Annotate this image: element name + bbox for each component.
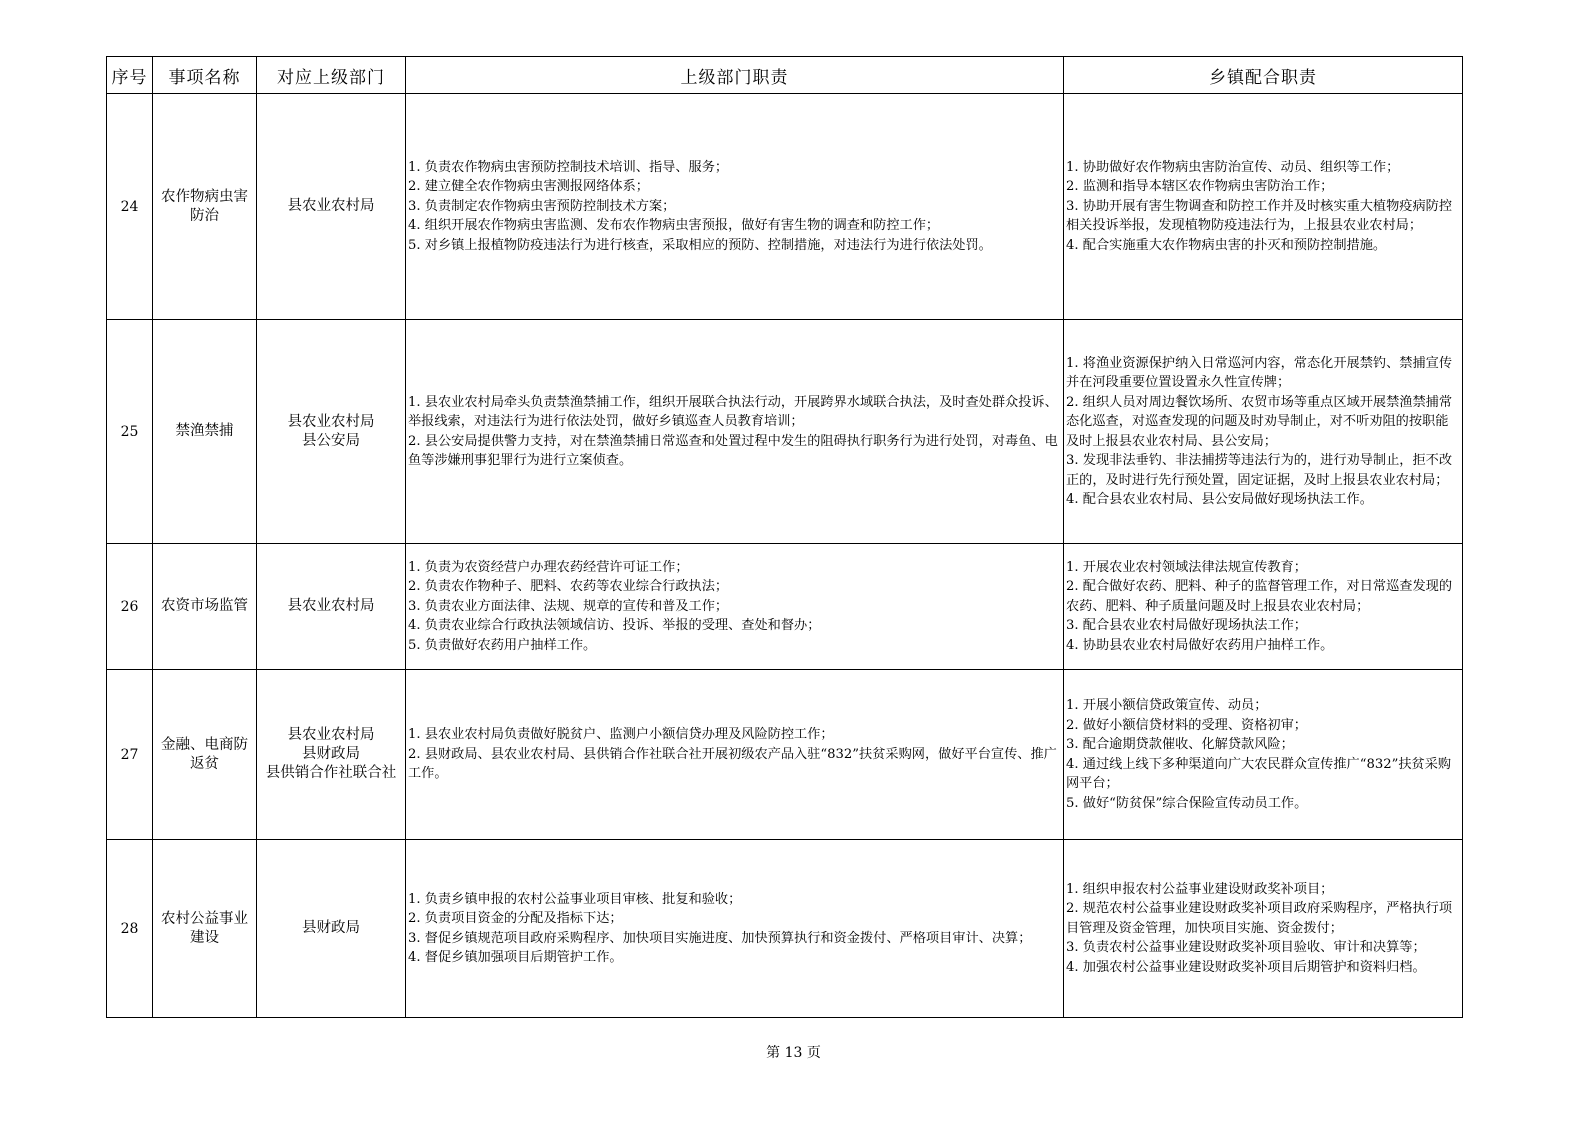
upper-duty-item: 2. 负责农作物种子、肥料、农药等农业综合行政执法； bbox=[408, 579, 729, 595]
item-name-cell bbox=[153, 320, 257, 544]
town-duty-item: 3. 配合逾期贷款催收、化解贷款风险； bbox=[1066, 737, 1294, 752]
town-duties-cell bbox=[1064, 320, 1463, 544]
town-duty-item: 4. 配合实施重大农作物病虫害的扑灭和预防控制措施。 bbox=[1066, 237, 1387, 253]
department-line: 县财政局 bbox=[302, 920, 360, 936]
seq-cell: 24 bbox=[107, 94, 153, 320]
item-name-cell bbox=[153, 670, 257, 840]
department-line: 县财政局 bbox=[302, 746, 360, 762]
page-number: 第 13 页 bbox=[766, 1045, 821, 1061]
department-line: 县农业农村局 bbox=[287, 198, 375, 214]
town-duty-item: 1. 开展小额信贷政策宣传、动员； bbox=[1066, 698, 1268, 713]
department-cell bbox=[257, 544, 406, 670]
upper-duty-item: 3. 督促乡镇规范项目政府采购程序、加快项目实施进度、加快预算执行和资金拨付、严格项目审计、决算； bbox=[408, 930, 1032, 946]
seq-cell: 26 bbox=[107, 544, 153, 670]
table-row bbox=[107, 840, 1463, 1018]
upper-duty-item: 4. 督促乡镇加强项目后期管护工作。 bbox=[408, 950, 623, 965]
town-duties-cell bbox=[1064, 670, 1463, 840]
department-line: 县农业农村局 bbox=[287, 598, 375, 614]
upper-duty-item: 3. 负责农业方面法律、法规、规章的宣传和普及工作； bbox=[408, 598, 729, 614]
upper-duty-item: 2. 县公安局提供警力支持，对在禁渔禁捕日常巡查和处置过程中发生的阻碍执行职务行为进行处罚，对毒鱼、电鱼等涉嫌刑事犯罪行为进行立案侦查。 bbox=[408, 433, 1058, 468]
header-department: 对应上级部门 bbox=[257, 57, 406, 94]
item-name-line: 禁渔禁捕 bbox=[175, 423, 234, 439]
table-row bbox=[107, 320, 1463, 544]
upper-duty-item: 2. 负责项目资金的分配及指标下达； bbox=[408, 911, 623, 926]
town-duty-item: 3. 负责农村公益事业建设财政奖补项目验收、审计和决算等； bbox=[1066, 940, 1426, 956]
town-duty-item: 2. 做好小额信贷材料的受理、资格初审； bbox=[1066, 717, 1307, 733]
town-duties-cell bbox=[1064, 94, 1463, 320]
table-row bbox=[107, 94, 1463, 320]
item-name-line: 防治 bbox=[190, 207, 219, 224]
upper-duty-item: 4. 负责农业综合行政执法领域信访、投诉、举报的受理、查处和督办； bbox=[408, 618, 821, 634]
upper-duty-item: 1. 县农业农村局负责做好脱贫户、监测户小额信贷办理及风险防控工作； bbox=[408, 727, 834, 743]
item-name-line: 金融、电商防 bbox=[161, 736, 248, 753]
item-name-line: 农村公益事业 bbox=[161, 910, 248, 927]
department-cell bbox=[257, 320, 406, 544]
upper-duties-cell bbox=[406, 544, 1064, 670]
upper-duties-cell bbox=[406, 840, 1064, 1018]
town-duty-item: 2. 监测和指导本辖区农作物病虫害防治工作； bbox=[1066, 179, 1334, 195]
item-name-line: 农作物病虫害 bbox=[161, 188, 248, 205]
town-duty-item: 4. 协助县农业农村局做好农药用户抽样工作。 bbox=[1066, 637, 1334, 653]
upper-duty-item: 2. 县财政局、县农业农村局、县供销合作社联合社开展初级农产品入驻“832”扶贫采购网，做好平台宣传、推广工作。 bbox=[408, 746, 1057, 782]
item-name-cell bbox=[153, 840, 257, 1018]
department-cell bbox=[257, 94, 406, 320]
town-duty-item: 1. 将渔业资源保护纳入日常巡河内容，常态化开展禁钓、禁捕宣传并在河段重要位置设置永久性宣传牌； bbox=[1066, 355, 1453, 390]
department-line: 县供销合作社联合社 bbox=[265, 765, 397, 781]
seq-cell: 27 bbox=[107, 670, 153, 840]
town-duty-item: 4. 通过线上线下多种渠道向广大农民群众宣传推广“832”扶贫采购网平台； bbox=[1066, 756, 1452, 791]
item-name-line: 农资市场监管 bbox=[161, 598, 248, 614]
item-name-line: 建设 bbox=[190, 929, 219, 946]
responsibility-table bbox=[106, 56, 1463, 1018]
seq-cell: 28 bbox=[107, 840, 153, 1018]
item-name-cell bbox=[153, 544, 257, 670]
town-duty-item: 3. 协助开展有害生物调查和防控工作并及时核实重大植物疫病防控相关投诉举报，发现植物防疫违法行为，上报县农业农村局； bbox=[1066, 198, 1453, 234]
town-duty-item: 5. 做好“防贫保”综合保险宣传动员工作。 bbox=[1066, 795, 1308, 811]
town-duties-cell bbox=[1064, 840, 1463, 1018]
town-duty-item: 2. 配合做好农药、肥料、种子的监督管理工作，对日常巡查发现的农药、肥料、种子质量问题及时上报县农业农村局； bbox=[1066, 579, 1453, 614]
table-header-row bbox=[107, 57, 1463, 94]
table-row bbox=[107, 670, 1463, 840]
upper-duty-item: 1. 负责为农资经营户办理农药经营许可证工作； bbox=[408, 559, 689, 575]
department-line: 县农业农村局 bbox=[287, 413, 375, 430]
seq-cell: 25 bbox=[107, 320, 153, 544]
header-town-duties: 乡镇配合职责 bbox=[1064, 57, 1463, 94]
town-duty-item: 4. 配合县农业农村局、县公安局做好现场执法工作。 bbox=[1066, 492, 1373, 507]
upper-duty-item: 1. 负责农作物病虫害预防控制技术培训、指导、服务； bbox=[408, 159, 729, 175]
upper-duties-cell bbox=[406, 320, 1064, 544]
upper-duty-item: 5. 对乡镇上报植物防疫违法行为进行核查，采取相应的预防、控制措施，对违法行为进行依法处罚。 bbox=[408, 237, 992, 253]
department-line: 县农业农村局 bbox=[287, 727, 375, 743]
department-cell bbox=[257, 670, 406, 840]
upper-duties-cell bbox=[406, 94, 1064, 320]
upper-duty-item: 4. 组织开展农作物病虫害监测、发布农作物病虫害预报，做好有害生物的调查和防控工作； bbox=[408, 218, 940, 234]
header-seq: 序号 bbox=[107, 57, 153, 94]
upper-duty-item: 3. 负责制定农作物病虫害预防控制技术方案； bbox=[408, 198, 676, 214]
item-name-line: 返贫 bbox=[190, 755, 219, 772]
upper-duties-cell bbox=[406, 670, 1064, 840]
upper-duty-item: 2. 建立健全农作物病虫害测报网络体系； bbox=[408, 179, 649, 195]
town-duty-item: 1. 开展农业农村领域法律法规宣传教育； bbox=[1066, 559, 1307, 575]
table-row bbox=[107, 544, 1463, 670]
upper-duty-item: 5. 负责做好农药用户抽样工作。 bbox=[408, 637, 597, 653]
department-line: 县公安局 bbox=[302, 432, 360, 449]
department-cell bbox=[257, 840, 406, 1018]
town-duty-item: 3. 配合县农业农村局做好现场执法工作； bbox=[1066, 618, 1307, 634]
town-duty-item: 4. 加强农村公益事业建设财政奖补项目后期管护和资料归档。 bbox=[1066, 959, 1426, 975]
town-duties-cell bbox=[1064, 544, 1463, 670]
town-duty-item: 2. 规范农村公益事业建设财政奖补项目政府采购程序，严格执行项目管理及资金管理，加快项目实施、资金拨付； bbox=[1066, 901, 1453, 936]
upper-duty-item: 1. 县农业农村局牵头负责禁渔禁捕工作，组织开展联合执法行动，开展跨界水域联合执法，及时查处群众投诉、举报线索，对违法行为进行依法处罚，做好乡镇巡查人员教育培训； bbox=[408, 394, 1058, 429]
table-body bbox=[107, 94, 1463, 1018]
town-duty-item: 3. 发现非法垂钓、非法捕捞等违法行为的，进行劝导制止，拒不改正的，及时进行先行预处置，固定证据，及时上报县农业农村局； bbox=[1066, 453, 1453, 488]
header-upper-duties: 上级部门职责 bbox=[406, 57, 1064, 94]
upper-duty-item: 1. 负责乡镇申报的农村公益事业项目审核、批复和验收； bbox=[408, 891, 742, 907]
item-name-cell bbox=[153, 94, 257, 320]
town-duty-item: 2. 组织人员对周边餐饮场所、农贸市场等重点区域开展禁渔禁捕常态化巡查，对巡查发现的问题及时劝导制止，对不听劝阻的按职能及时上报县农业农村局、县公安局； bbox=[1066, 394, 1453, 449]
town-duty-item: 1. 组织申报农村公益事业建设财政奖补项目； bbox=[1066, 881, 1334, 897]
header-item-name: 事项名称 bbox=[153, 57, 257, 94]
town-duty-item: 1. 协助做好农作物病虫害防治宣传、动员、组织等工作； bbox=[1066, 159, 1400, 175]
